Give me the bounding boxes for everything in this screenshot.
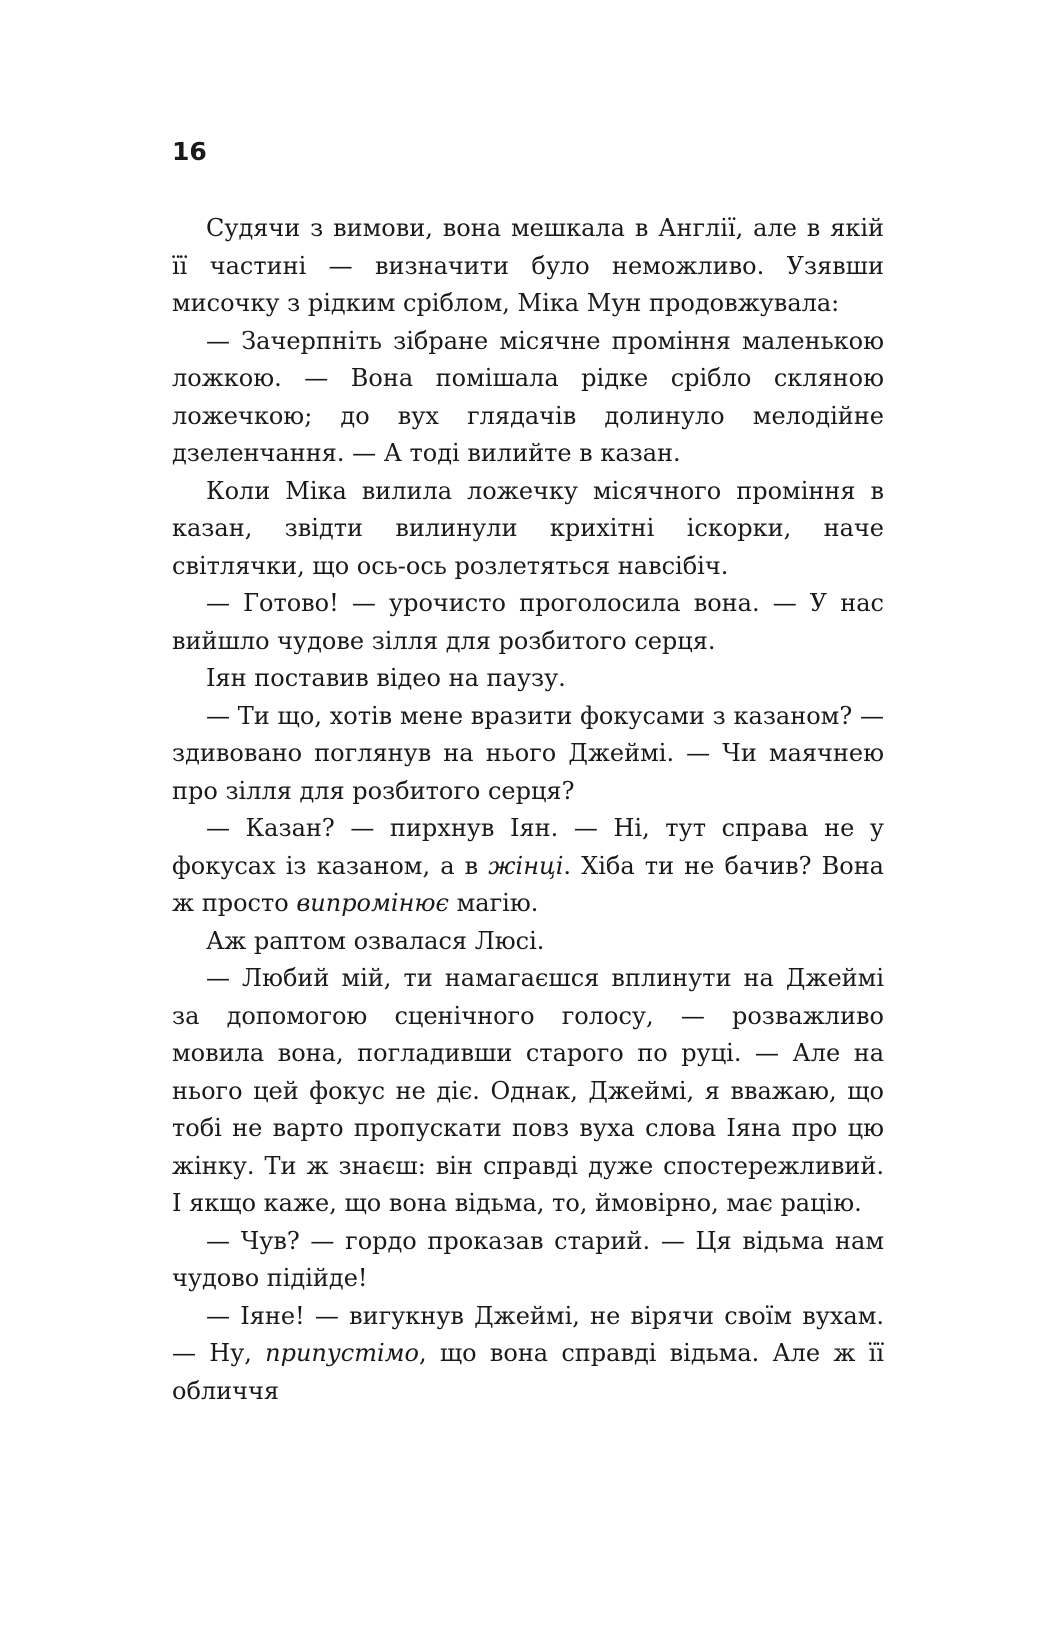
italic-text: випромінює — [296, 889, 449, 917]
paragraph-text: — Готово! — урочисто проголосила вона. — У нас вийшло чудове зілля для розбитого серця. — [172, 589, 884, 655]
paragraph-text: Коли Міка вилила ложечку місячного проміння в казан, звідти вилинули крихітні іскорки, наче світлячки, що ось-ось розлетяться навсібіч. — [172, 476, 884, 580]
paragraph — [172, 660, 884, 698]
paragraph — [172, 323, 884, 473]
paragraph — [172, 960, 884, 1223]
italic-text: жінці — [488, 851, 564, 880]
paragraph-text: — Казан? — пирхнув Іян. — Ні, тут справа не у фокусах із казаном, а в — [172, 814, 884, 880]
body-text — [172, 210, 884, 1410]
paragraph-text: . Хіба ти не бачив? Вона ж просто — [172, 851, 884, 917]
paragraph-text: — Ти що, хотів мене вразити фокусами з казаном? — здивовано поглянув на нього Джеймі. — Чи маячнею про зілля для розбитого серця? — [172, 701, 884, 805]
paragraph — [172, 810, 884, 923]
paragraph — [172, 698, 884, 811]
paragraph — [172, 210, 884, 323]
paragraph-text: , що вона справді відьма. Але ж її обличчя — [172, 1339, 884, 1405]
paragraph — [172, 923, 884, 961]
page-number: 16 — [172, 137, 207, 166]
paragraph-text: Іян поставив відео на паузу. — [206, 664, 566, 692]
italic-text: припустімо — [265, 1339, 420, 1367]
paragraph-text: — Зачерпніть зібране місячне проміння маленькою ложкою. — Вона помішала рідке срібло скляною ложечкою; до вух глядачів долинуло мелодійне дзеленчання. — А тоді вилийте в казан. — [172, 326, 884, 467]
paragraph-text: магію. — [448, 889, 539, 917]
paragraph-text: — Чув? — гордо проказав старий. — Ця відьма нам чудово підійде! — [172, 1226, 884, 1292]
paragraph-text: — Іяне! — вигукнув Джеймі, не вірячи своїм вухам. — Ну, — [172, 1301, 884, 1367]
paragraph — [172, 1223, 884, 1298]
paragraph-text: Аж раптом озвалася Люсі. — [206, 926, 545, 955]
paragraph-text: Судячи з вимови, вона мешкала в Англії, але в якій її частині — визначити було неможливо. Узявши мисочку з рідким сріблом, Міка Мун продовжувала: — [172, 214, 884, 317]
paragraph — [172, 473, 884, 586]
paragraph — [172, 1298, 884, 1411]
paragraph-text: — Любий мій, ти намагаєшся вплинути на Джеймі за допомогою сценічного голосу, — розважливо мовила вона, погладивши старого по руці. — Але на нього цей фокус не діє. Однак, Джеймі, я вважаю, що тобі не варто пропускати повз вуха слова Іяна про цю жінку. Ти ж знаєш: він справді дуже спостережливий. І якщо каже, що вона відьма, то, ймовірно, має рацію. — [172, 964, 884, 1217]
paragraph — [172, 585, 884, 660]
